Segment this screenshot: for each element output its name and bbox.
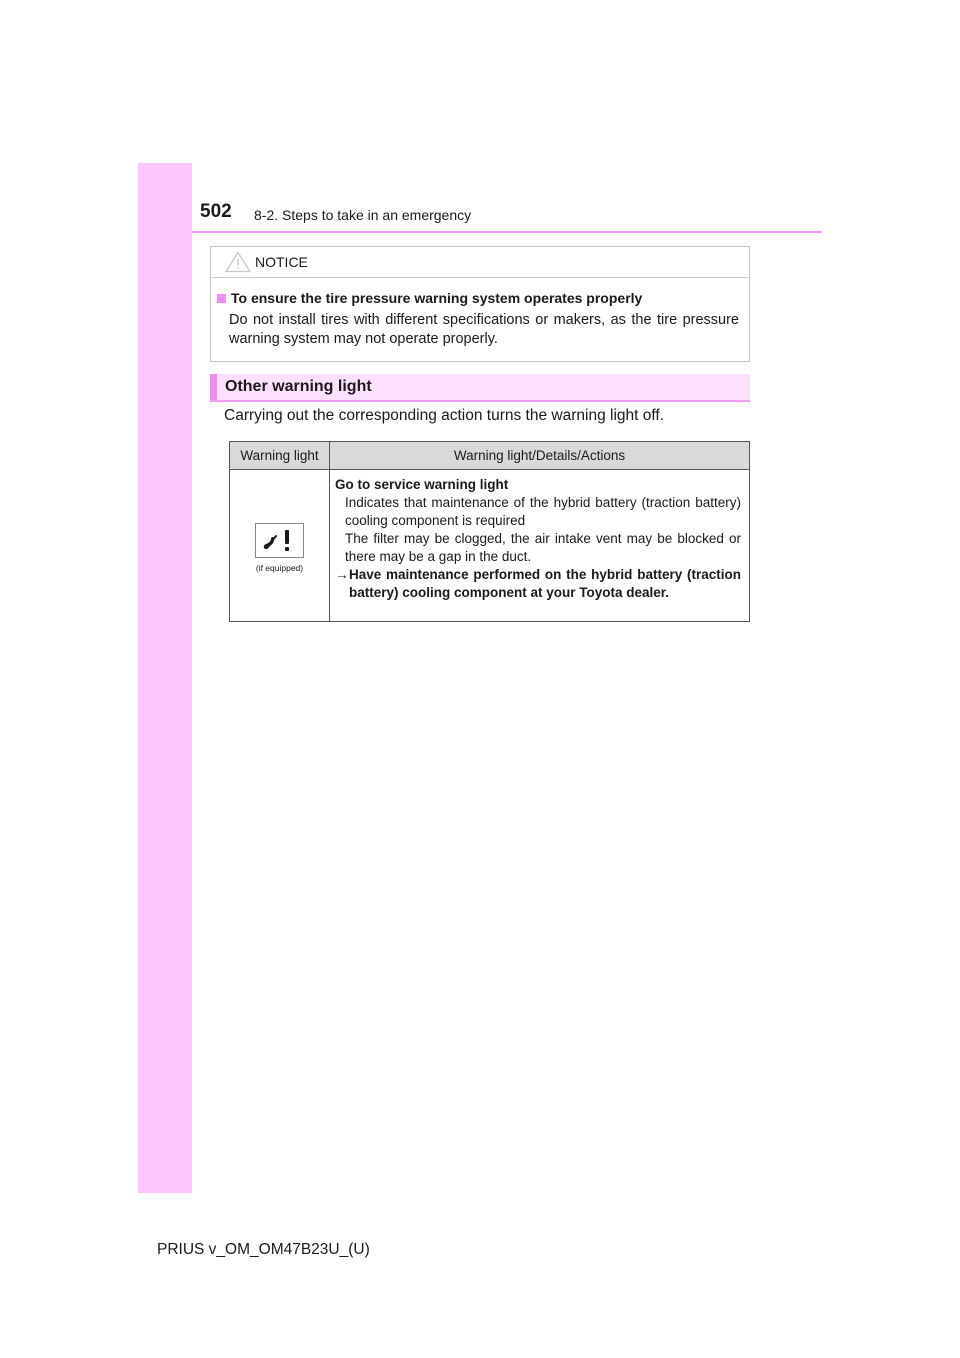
warning-light-table: [229, 441, 750, 622]
page-number: 502: [200, 201, 232, 222]
column-header-warning-light: Warning light: [240, 448, 319, 463]
chapter-section-title: 8-2. Steps to take in an emergency: [254, 207, 472, 223]
notice-box: [210, 246, 750, 362]
details-cell: [335, 476, 741, 602]
section-banner: [210, 374, 750, 402]
notice-heading: [217, 290, 642, 306]
intro-text: Carrying out the corresponding action turns the warning light off.: [224, 407, 664, 424]
arrow-icon: →: [335, 567, 349, 582]
header-divider: [192, 231, 822, 233]
action-text: Have maintenance performed on the hybrid battery (traction battery) cooling component at your Toyota dealer.: [349, 567, 741, 600]
details-text-1: Indicates that maintenance of the hybrid battery (traction battery) cooling component is required: [345, 495, 741, 528]
section-heading: Other warning light: [225, 378, 372, 395]
column-divider: [329, 442, 330, 621]
warning-triangle-icon: [225, 251, 251, 273]
notice-label: NOTICE: [255, 254, 308, 270]
go-to-service-warning-icon: [255, 523, 304, 558]
notice-heading-text: To ensure the tire pressure warning system operates properly: [231, 290, 643, 306]
details-text-2: The filter may be clogged, the air intake vent may be blocked or there may be a gap in the duct.: [345, 531, 741, 564]
footer-doc-id: PRIUS v_OM_OM47B23U_(U): [157, 1241, 370, 1258]
notice-header: [211, 247, 749, 278]
service-symbol-icon: [256, 524, 303, 557]
square-bullet-icon: [217, 294, 226, 303]
side-color-strip: [138, 163, 192, 1193]
banner-accent-bar: [210, 374, 217, 400]
column-header-details: Warning light/Details/Actions: [453, 448, 626, 463]
table-header-row: [230, 442, 749, 470]
if-equipped-note: (if equipped): [255, 563, 304, 573]
warning-light-name: Go to service warning light: [335, 477, 509, 492]
notice-text: Do not install tires with different specifications or makers, as the tire pressure warning system may not operate properly.: [229, 312, 739, 347]
action-item: [335, 566, 741, 602]
